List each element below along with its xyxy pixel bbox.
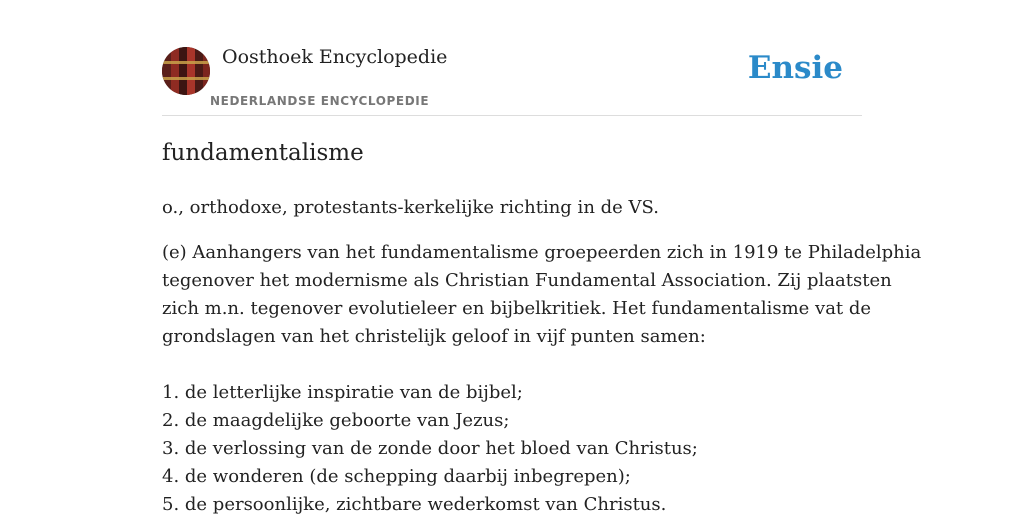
list-item: 3. de verlossing van de zonde door het bloed van Christus;: [162, 438, 698, 459]
list-item: 4. de wonderen (de schepping daarbij inbegrepen);: [162, 466, 631, 487]
site-header: [162, 0, 862, 116]
list-item: 5. de persoonlijke, zichtbare wederkomst van Christus.: [162, 494, 667, 515]
site-subtitle: NEDERLANDSE ENCYCLOPEDIE: [210, 94, 430, 108]
body-line: tegenover het modernisme als Christian Fundamental Association. Zij plaatsten: [162, 270, 892, 291]
list-item: 1. de letterlijke inspiratie van de bijbel;: [162, 382, 523, 403]
body-line: zich m.n. tegenover evolutieleer en bijbelkritiek. Het fundamentalisme vat de: [162, 298, 872, 319]
page: [162, 0, 922, 515]
article-points-list: [162, 379, 862, 519]
list-item: 2. de maagdelijke geboorte van Jezus;: [162, 410, 510, 431]
brand-logo[interactable]: Ensie: [747, 50, 843, 86]
article-body: [162, 239, 922, 351]
site-name[interactable]: Oosthoek Encyclopedie: [222, 46, 448, 68]
body-line: (e) Aanhangers van het fundamentalisme groepeerden zich in 1919 te Philadelphia: [162, 242, 922, 263]
article-definition: o., orthodoxe, protestants-kerkelijke richting in de VS.: [162, 197, 659, 218]
article-title: fundamentalisme: [162, 140, 364, 166]
encyclopedia-books-avatar[interactable]: [162, 47, 210, 95]
body-line: grondslagen van het christelijk geloof in vijf punten samen:: [162, 326, 706, 347]
